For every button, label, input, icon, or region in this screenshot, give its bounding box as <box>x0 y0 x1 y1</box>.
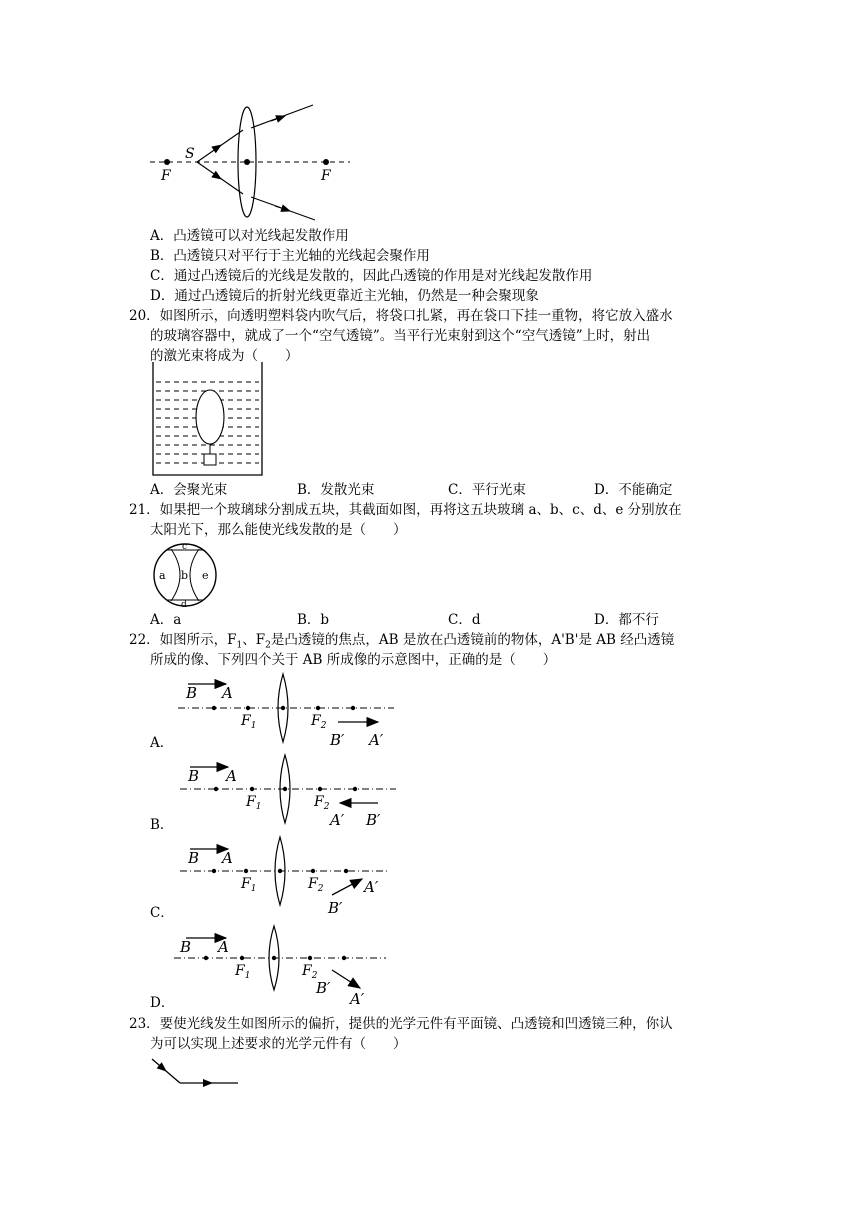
q21-option-b: B．b <box>297 612 330 628</box>
q22d-label-f1: $F_1$ <box>235 963 251 981</box>
q21-label-d: d <box>181 600 187 610</box>
q22-stem-line2: 所成的像、下列四个关于 AB 所成像的示意图中，正确的是（ ） <box>150 652 557 668</box>
q21-option-c: C．d <box>448 612 481 628</box>
q22a-label-b: B <box>186 684 198 702</box>
q21-label-e: e <box>202 569 209 582</box>
q22a-label-bp: B′ <box>330 731 345 749</box>
q22c-label-a: A <box>222 849 233 867</box>
q19-option-c: C．通过凸透镜后的光线是发散的，因此凸透镜的作用是对光线起发散作用 <box>150 268 593 284</box>
q20-option-c: C．平行光束 <box>448 482 526 498</box>
q20-stem-line3: 的激光束将成为（ ） <box>150 348 299 364</box>
q22-option-b: B． <box>150 817 174 833</box>
q20-option-b: B．发散光束 <box>297 482 375 498</box>
q21-label-c: c <box>182 542 188 552</box>
q22-diagram-a <box>178 672 396 752</box>
q21-option-a: A．a <box>150 612 182 628</box>
q22-stem-line1: 22．如图所示，$F_1$、$F_2$是凸透镜的焦点，AB 是放在凸透镜前的物体，A'B'是 AB 经凸透镜 <box>129 632 675 651</box>
q22c-label-f2: $F_2$ <box>308 876 324 894</box>
q20-option-a: A．会聚光束 <box>150 482 228 498</box>
q22d-label-ap: A′ <box>350 990 365 1008</box>
q22-option-c: C． <box>150 905 174 921</box>
q22-option-d: D． <box>150 995 175 1011</box>
q22b-label-bp: B′ <box>366 811 381 829</box>
q22a-label-ap: A′ <box>369 731 384 749</box>
q21-option-d: D．都不行 <box>594 612 659 628</box>
q22a-label-a: A <box>222 684 233 702</box>
q19-label-s: S <box>185 146 195 162</box>
q22d-label-a: A <box>218 938 229 956</box>
q22c-label-f1: $F_1$ <box>241 876 257 894</box>
q22a-label-f2: $F_2$ <box>311 713 327 731</box>
q19-label-f-right: F <box>321 168 331 184</box>
q22c-label-ap: A′ <box>364 878 379 896</box>
q22b-label-ap: A′ <box>330 811 345 829</box>
q23-stem-line2: 为可以实现上述要求的光学元件有（ ） <box>150 1036 407 1052</box>
q22c-label-bp: B′ <box>328 899 343 917</box>
q20-option-d: D．不能确定 <box>594 482 673 498</box>
q22-diagram-b <box>180 755 398 835</box>
q19-option-d: D．通过凸透镜后的折射光线更靠近主光轴，仍然是一种会聚现象 <box>150 288 539 304</box>
q19-lens-figure <box>145 100 365 225</box>
q22d-label-bp: B′ <box>316 979 331 997</box>
q23-light-deflection-figure <box>150 1056 242 1092</box>
q22b-label-a: A <box>226 767 237 785</box>
q22b-label-b: B <box>188 767 200 785</box>
q21-label-a: a <box>159 569 166 582</box>
q20-air-lens-figure <box>152 362 264 478</box>
q21-glass-ball-figure <box>151 542 219 608</box>
q21-label-b: b <box>181 569 189 582</box>
q20-stem-line2: 的玻璃容器中，就成了一个“空气透镜”。当平行光束射到这个“空气透镜”上时，射出 <box>150 328 651 344</box>
q19-option-a: A．凸透镜可以对光线起发散作用 <box>150 228 349 244</box>
q22-diagram-d <box>174 926 392 1006</box>
q21-stem-line2: 太阳光下，那么能使光线发散的是（ ） <box>150 522 407 538</box>
q22-option-a: A． <box>150 735 174 751</box>
q20-stem-line1: 20．如图所示，向透明塑料袋内吹气后，将袋口扎紧，再在袋口下挂一重物，将它放入盛水 <box>129 308 673 324</box>
q23-stem-line1: 23．要使光线发生如图所示的偏折，提供的光学元件有平面镜、凸透镜和凹透镜三种，你认 <box>129 1016 673 1032</box>
q22b-label-f2: $F_2$ <box>314 794 330 812</box>
q22d-label-f2: $F_2$ <box>302 963 318 981</box>
q22c-label-b: B <box>188 849 200 867</box>
q21-stem-line1: 21．如果把一个玻璃球分割成五块，其截面如图，再将这五块玻璃 a、b、c、d、e 分别放在 <box>129 502 682 518</box>
q19-option-b: B．凸透镜只对平行于主光轴的光线起会聚作用 <box>150 248 430 264</box>
q19-label-f-left: F <box>161 168 171 184</box>
q22d-label-b: B <box>180 938 192 956</box>
q22b-label-f1: $F_1$ <box>246 794 262 812</box>
q22a-label-f1: $F_1$ <box>241 713 257 731</box>
q22-diagram-c <box>180 837 398 917</box>
